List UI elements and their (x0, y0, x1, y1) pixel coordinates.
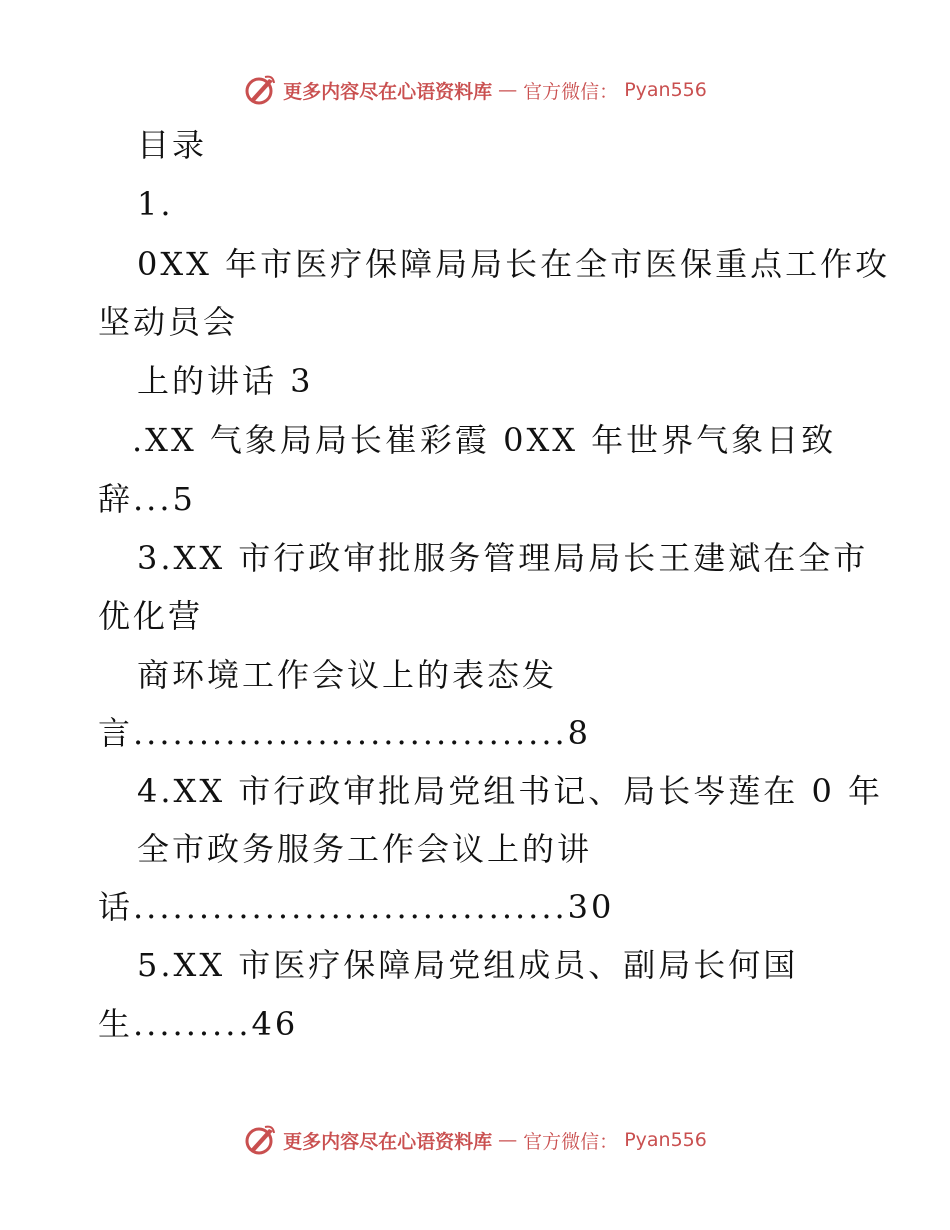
watermark-side-text: 官方微信： (523, 80, 619, 103)
watermark-wechat-id: Pyan556 (624, 79, 707, 101)
toc-line: 4.XX 市行政审批局党组书记、局长岑莲在 0 年 (137, 772, 883, 810)
watermark-separator: — (498, 79, 518, 101)
toc-line: .XX 气象局局长崔彩霞 0XX 年世界气象日致 (132, 421, 837, 459)
watermark-wechat-id: Pyan556 (624, 1129, 707, 1151)
toc-line: 言.................................8 (98, 714, 592, 752)
toc-line: 坚动员会 (98, 303, 239, 341)
toc-line: 商环境工作会议上的表态发 (137, 656, 558, 694)
toc-line: 0XX 年市医疗保障局局长在全市医保重点工作攻 (137, 245, 891, 283)
toc-line: 优化营 (98, 597, 204, 635)
watermark-side-text: 官方微信： (523, 1130, 619, 1153)
toc-line: 辞...5 (98, 480, 196, 518)
header-watermark (0, 70, 950, 110)
quill-logo-icon (243, 73, 277, 107)
watermark-main-text: 更多内容尽在心语资料库 (283, 80, 493, 103)
quill-logo-icon (243, 1123, 277, 1157)
toc-line: 上的讲话 3 (137, 362, 314, 400)
footer-watermark (0, 1120, 950, 1160)
toc-line: 生.........46 (98, 1005, 299, 1043)
toc-line: 3.XX 市行政审批服务管理局局长王建斌在全市 (137, 539, 869, 577)
toc-title: 目录 (137, 126, 208, 164)
toc-line: 全市政务服务工作会议上的讲 (137, 830, 593, 868)
watermark-separator: — (498, 1129, 518, 1151)
toc-line: 1. (137, 185, 174, 223)
toc-line: 5.XX 市医疗保障局党组成员、副局长何国 (137, 946, 799, 984)
watermark-main-text: 更多内容尽在心语资料库 (283, 1130, 493, 1153)
toc-line: 话.................................30 (98, 888, 615, 926)
